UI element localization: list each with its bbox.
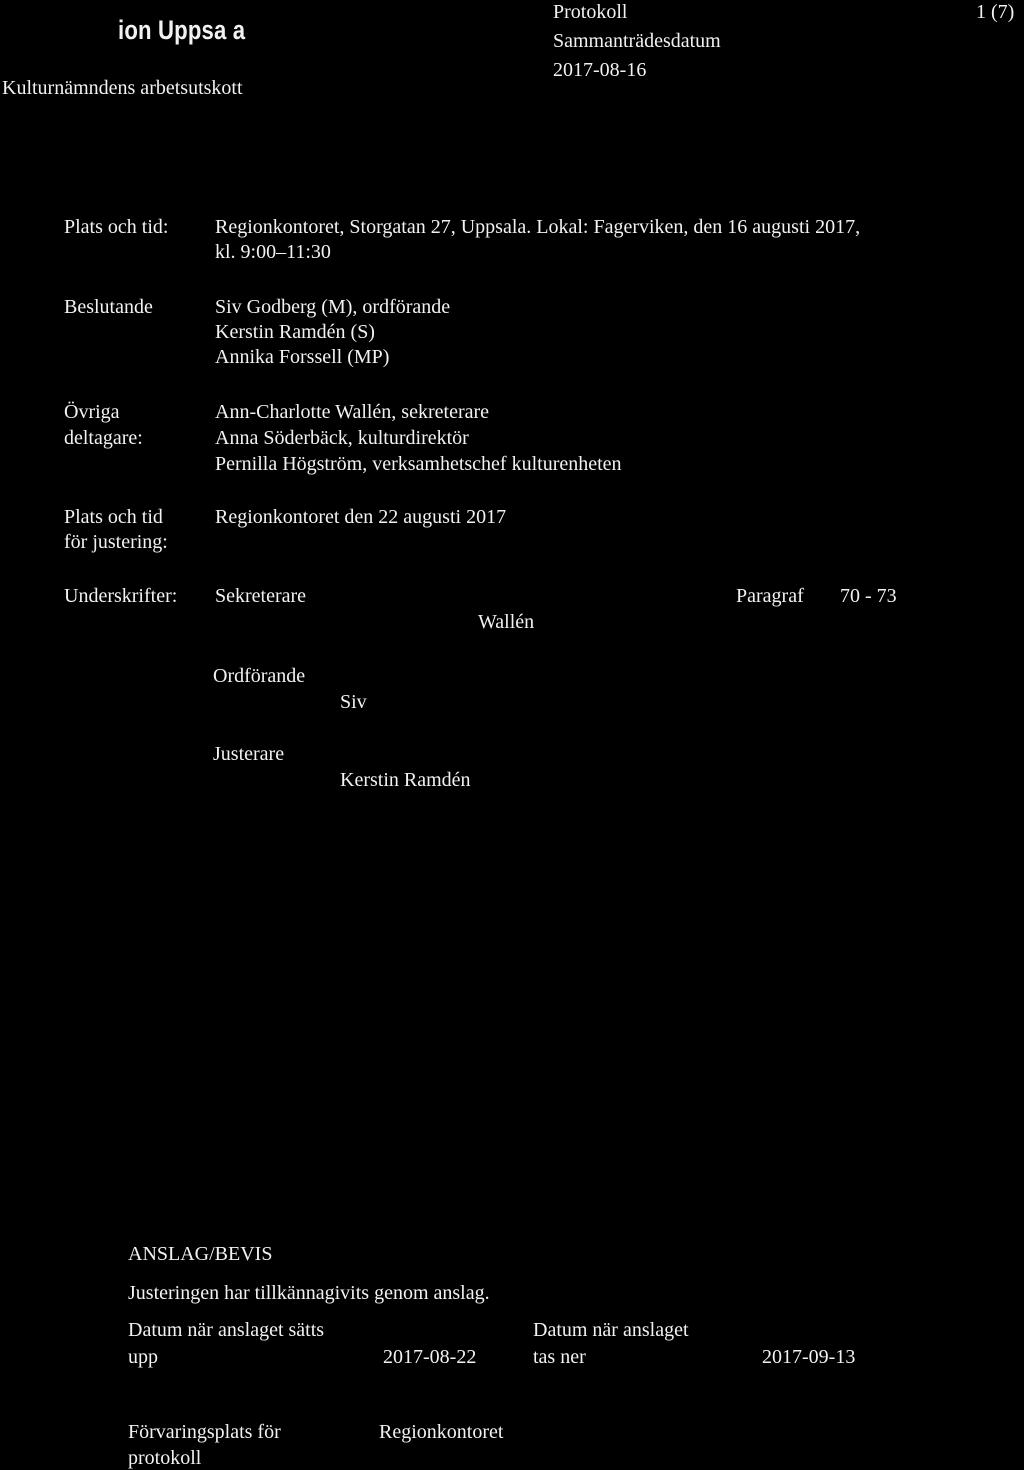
committee-name: Kulturnämndens arbetsutskott (2, 77, 243, 99)
chair-name: Siv (340, 691, 367, 713)
place-time-label: Plats och tid: (64, 216, 169, 238)
deciding-member: Siv Godberg (M), ordförande (215, 296, 451, 318)
storage-label-line2: protokoll (128, 1447, 202, 1469)
adjuster-role: Justerare (213, 743, 285, 765)
posted-date-label-line1: Datum när anslaget sätts (128, 1319, 325, 1341)
adjust-label-line2: för justering: (64, 531, 168, 553)
adjuster-name: Kerstin Ramdén (340, 769, 471, 791)
removed-date: 2017-09-13 (762, 1346, 856, 1368)
storage-value: Regionkontoret (379, 1421, 504, 1443)
removed-date-label-line1: Datum när anslaget (533, 1319, 689, 1341)
storage-label-line1: Förvaringsplats för (128, 1421, 281, 1443)
page-indicator: 1 (7) (976, 1, 1015, 23)
posted-date: 2017-08-22 (383, 1346, 477, 1368)
place-time-value-line1: Regionkontoret, Storgatan 27, Uppsala. Lokal: Fagerviken, den 16 augusti 2017, (215, 216, 861, 238)
document-type: Protokoll (553, 1, 628, 23)
organization-logo: ion Uppsa a (118, 15, 246, 45)
paragraph-label: Paragraf (736, 585, 804, 607)
secretary-name: Wallén (478, 611, 535, 633)
others-label-line1: Övriga (64, 401, 120, 423)
removed-date-label-line2: tas ner (533, 1346, 586, 1368)
signatures-label: Underskrifter: (64, 585, 178, 607)
deciding-member: Annika Forssell (MP) (215, 346, 390, 368)
other-participant: Ann-Charlotte Wallén, sekreterare (215, 401, 490, 423)
chair-role: Ordförande (213, 665, 306, 687)
meeting-date: 2017-08-16 (553, 59, 647, 81)
adjust-label-line1: Plats och tid (64, 506, 163, 528)
posted-date-label-line2: upp (128, 1346, 158, 1368)
place-time-value-line2: kl. 9:00–11:30 (215, 241, 331, 263)
paragraph-range: 70 - 73 (840, 585, 897, 607)
deciding-label: Beslutande (64, 296, 153, 318)
notice-statement: Justeringen har tillkännagivits genom anslag. (128, 1282, 490, 1304)
secretary-role: Sekreterare (215, 585, 307, 607)
other-participant: Anna Söderbäck, kulturdirektör (215, 427, 469, 449)
meeting-date-label: Sammanträdesdatum (553, 30, 721, 52)
notice-title: ANSLAG/BEVIS (128, 1243, 273, 1265)
adjust-value: Regionkontoret den 22 augusti 2017 (215, 506, 507, 528)
deciding-member: Kerstin Ramdén (S) (215, 321, 375, 343)
other-participant: Pernilla Högström, verksamhetschef kulturenheten (215, 453, 622, 475)
others-label-line2: deltagare: (64, 427, 143, 449)
